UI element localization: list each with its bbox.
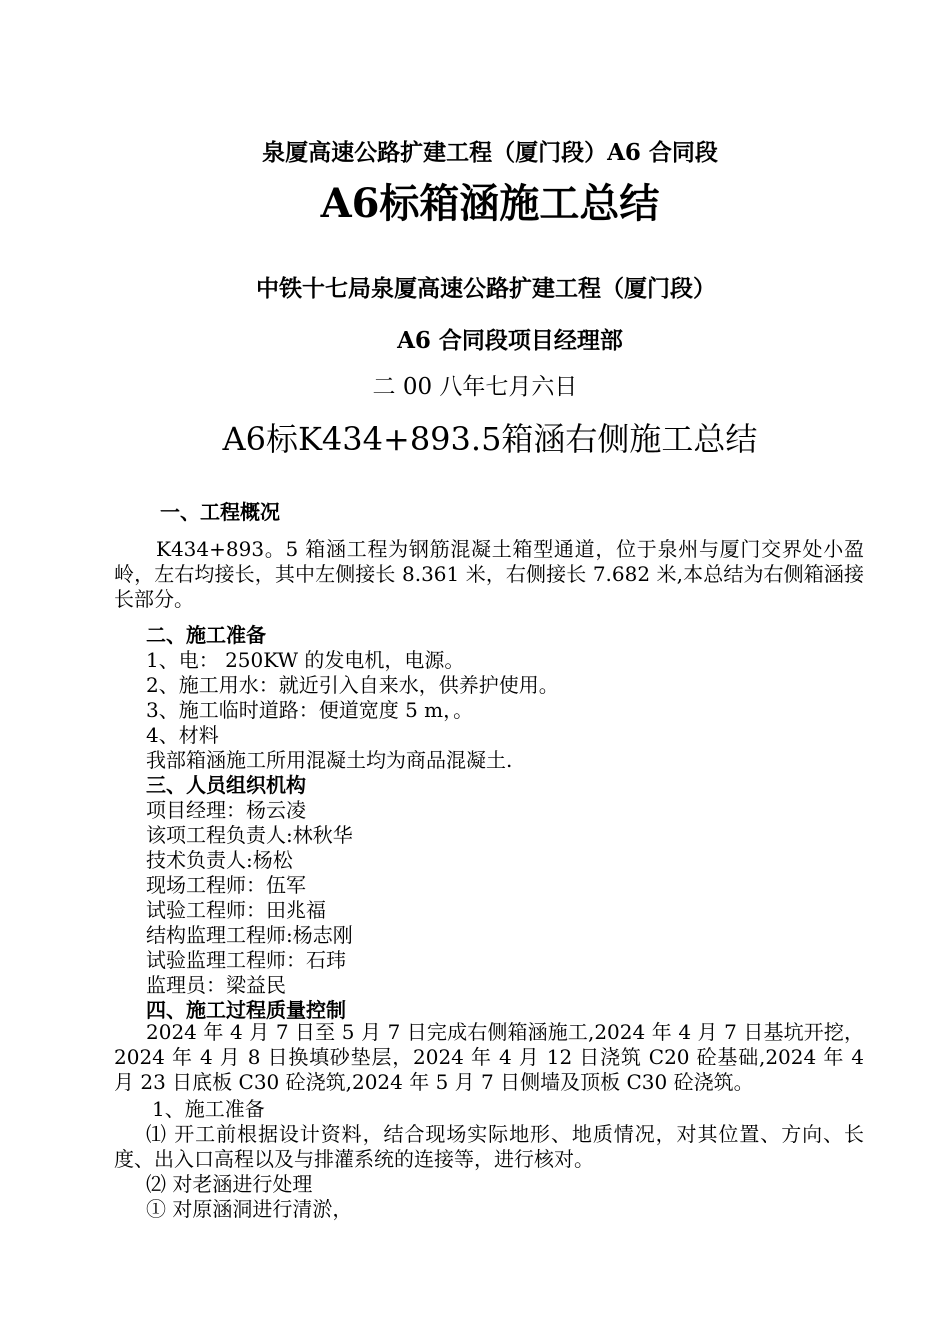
main-title: A6标箱涵施工总结 [320,180,660,227]
section-1-heading: 一、工程概况 [160,500,280,524]
organization-line-2: A6 合同段项目经理部 [397,327,623,354]
list-item: 监理员：梁益民 [146,973,286,997]
project-title: 泉厦高速公路扩建工程（厦门段）A6 合同段 [262,139,718,166]
section-3-heading: 三、人员组织机构 [146,773,306,797]
subsection-item-3: ① 对原涵洞进行清淤， [146,1197,353,1221]
section-4-body: 2024 年 4 月 7 日至 5 月 7 日完成右侧箱涵施工,2024 年 4 月 7 日基坑开挖，2024 年 4 月 8 日换填砂垫层，2024 年 4 月 12 日浇筑 C20 砼基础,2024 年 4 月 23 日底板 C30 砼浇筑,2024 年 5 月 7 日侧墙及顶板 C30 砼浇筑。 [114,1020,864,1094]
list-item: 结构监理工程师:杨志刚 [146,923,353,947]
list-item: 试验工程师：田兆福 [146,898,326,922]
list-item: 1、电： 250KW 的发电机，电源。 [146,648,465,672]
list-item: 3、施工临时道路：便道宽度 5 m，。 [146,698,474,722]
subsection-item-2: ⑵ 对老涵进行处理 [146,1172,313,1196]
list-item: 2、施工用水：就近引入自来水，供养护使用。 [146,673,559,697]
list-item: 项目经理：杨云凌 [146,798,306,822]
document-subtitle: A6标K434+893.5箱涵右侧施工总结 [222,420,758,458]
subsection-item-1: ⑴ 开工前根据设计资料，结合现场实际地形、地质情况，对其位置、方向、长度、出入口高程以及与排灌系统的连接等，进行核对。 [114,1122,864,1171]
list-item: 技术负责人:杨松 [146,848,293,872]
section-4-heading: 四、施工过程质量控制 [146,998,346,1022]
organization-line-1: 中铁十七局泉厦高速公路扩建工程（厦门段） [256,275,716,302]
list-item: 我部箱涵施工所用混凝土均为商品混凝土. [146,748,513,772]
subsection-heading: 1、施工准备 [152,1097,265,1121]
section-2-heading: 二、施工准备 [146,623,266,647]
list-item: 4、材料 [146,723,219,747]
document-date: 二 00 八年七月六日 [372,374,578,400]
list-item: 现场工程师：伍军 [146,873,306,897]
section-1-body: K434+893。5 箱涵工程为钢筋混凝土箱型通道，位于泉州与厦门交界处小盈岭，左右均接长，其中左侧接长 8.361 米，右侧接长 7.682 米,本总结为右侧箱涵接长部分。 [114,537,864,611]
list-item: 试验监理工程师：石玮 [146,948,346,972]
list-item: 该项工程负责人:林秋华 [146,823,353,847]
